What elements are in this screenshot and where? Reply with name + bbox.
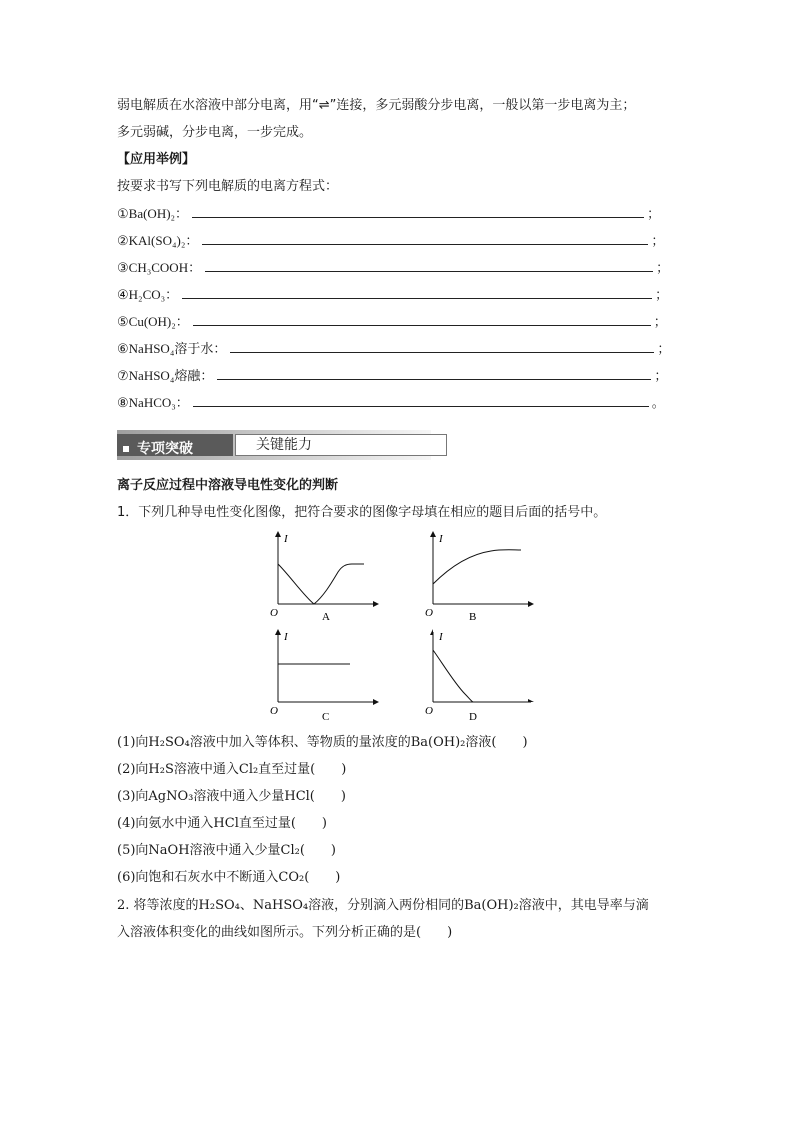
equation-label: ⑤Cu(OH)₂： <box>117 314 189 329</box>
instruction-text: 按要求书写下列电解质的电离方程式： <box>117 179 339 194</box>
question-1-item-6: (6)向饱和石灰水中不断通入CO₂( ) <box>117 870 341 885</box>
curve-b <box>433 550 521 584</box>
y-label: I <box>439 631 443 643</box>
intro-text-a: 弱电解质在水溶液中部分电离，用“ <box>117 98 319 113</box>
curve-a <box>278 564 364 604</box>
equation-label: ③CH₃COOH： <box>117 260 202 275</box>
equation-row-7 <box>117 362 667 384</box>
y-label: I <box>284 631 288 643</box>
banner-subtitle: 关键能力 <box>256 437 312 453</box>
chart-letter: B <box>469 611 477 623</box>
question-1-item-1: (1)向H₂SO₄溶液中加入等体积、等物质的量浓度的Ba(OH)₂溶液( ) <box>117 735 528 750</box>
curve-d <box>433 650 473 702</box>
banner-subtitle-box <box>235 434 447 456</box>
question-1-item-3: (3)向AgNO₃溶液中通入少量HCl( ) <box>117 789 346 804</box>
equation-row-5 <box>117 308 667 330</box>
banner-title-block <box>117 434 233 456</box>
equation-label: ⑧NaHCO₃： <box>117 395 189 410</box>
equation-label: ②KAl(SO₄)₂： <box>117 233 199 248</box>
answer-blank[interactable] <box>193 405 649 407</box>
question-1-stem: 1．下列几种导电性变化图像，把符合要求的图像字母填在相应的题目后面的括号中。 <box>117 505 607 520</box>
question-2-line-1: 2. 将等浓度的H₂SO₄、NaHSO₄溶液，分别滴入两份相同的Ba(OH)₂溶液中，其电导率与滴 <box>117 898 649 913</box>
equation-end-mark: ； <box>654 369 668 384</box>
equation-end-mark: ； <box>651 234 665 249</box>
question-1-item-5: (5)向NaOH溶液中通入少量Cl₂( ) <box>117 843 336 858</box>
equation-label: ①Ba(OH)₂： <box>117 206 189 221</box>
equation-row-1 <box>117 200 660 222</box>
intro-line-2: 多元弱碱，分步电离，一步完成。 <box>117 125 313 140</box>
equation-label: ⑥NaHSO₄溶于水： <box>117 341 227 356</box>
equation-label: ⑦NaHSO₄熔融： <box>117 368 214 383</box>
answer-blank[interactable] <box>230 351 654 353</box>
question-1-item-4: (4)向氨水中通入HCl直至过量( ) <box>117 816 327 831</box>
equation-end-mark: ； <box>655 288 669 303</box>
answer-blank[interactable] <box>205 270 653 272</box>
banner-title: 专项突破 <box>137 441 193 457</box>
intro-line-1 <box>117 96 635 116</box>
chart-a <box>270 530 382 628</box>
equation-end-mark: ； <box>657 342 671 357</box>
answer-blank[interactable] <box>182 297 652 299</box>
equation-end-mark: ； <box>647 207 661 222</box>
intro-text-b: ”连接，多元弱酸分步电离，一般以第一步电离为主； <box>329 98 636 113</box>
equation-end-mark: ； <box>656 261 670 276</box>
example-heading: 【应用举例】 <box>117 152 196 167</box>
chart-b <box>425 530 537 628</box>
equation-row-6 <box>117 335 670 357</box>
y-label: I <box>439 533 443 545</box>
section-title: 离子反应过程中溶液导电性变化的判断 <box>117 478 339 493</box>
equation-end-mark: 。 <box>651 396 665 411</box>
chart-letter: C <box>322 711 330 723</box>
equation-row-3 <box>117 254 669 276</box>
chart-d <box>425 628 537 726</box>
answer-blank[interactable] <box>192 216 644 218</box>
origin-label: O <box>425 705 433 717</box>
chart-c <box>270 628 382 726</box>
equation-row-2 <box>117 227 664 249</box>
answer-blank[interactable] <box>202 243 648 245</box>
origin-label: O <box>425 607 433 619</box>
chart-letter: D <box>469 711 477 723</box>
square-bullet-icon <box>123 446 129 452</box>
question-1-item-2: (2)向H₂S溶液中通入Cl₂直至过量( ) <box>117 762 347 777</box>
answer-blank[interactable] <box>217 378 651 380</box>
reversible-arrow-symbol: ⇌ <box>318 98 330 113</box>
chart-letter: A <box>322 611 330 623</box>
answer-blank[interactable] <box>193 324 651 326</box>
equation-end-mark: ； <box>653 315 667 330</box>
origin-label: O <box>270 607 278 619</box>
equation-label: ④H₂CO₃： <box>117 287 179 302</box>
equation-row-8 <box>117 389 665 411</box>
section-banner <box>117 430 431 460</box>
equation-row-4 <box>117 281 668 303</box>
y-label: I <box>284 533 288 545</box>
question-2-line-2: 入溶液体积变化的曲线如图所示。下列分析正确的是( ) <box>117 925 453 940</box>
origin-label: O <box>270 705 278 717</box>
